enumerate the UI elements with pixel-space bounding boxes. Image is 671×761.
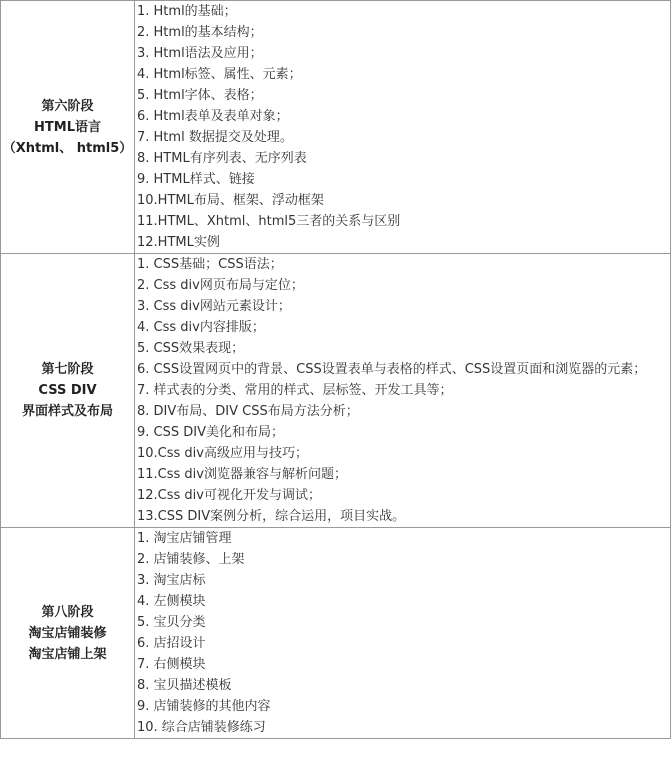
stage-title-line: 淘宝店铺装修 — [28, 625, 107, 641]
stage-title-cell — [1, 254, 135, 528]
stage-content-cell — [135, 1, 671, 254]
list-item: 8. HTML有序列表、无序列表 — [137, 151, 307, 166]
list-item: 1. 淘宝店铺管理 — [137, 531, 232, 546]
list-item: 6. Html表单及表单对象； — [137, 109, 289, 124]
list-item: 13.CSS DIV案例分析，综合运用，项目实战。 — [137, 509, 406, 524]
list-item: 5. CSS效果表现； — [137, 341, 245, 356]
list-item: 8. DIV布局、DIV CSS布局方法分析； — [137, 404, 359, 419]
list-item: 1. CSS基础；CSS语法； — [137, 257, 283, 272]
list-item: 2. Html的基本结构； — [137, 25, 263, 40]
list-item: 5. 宝贝分类 — [137, 615, 206, 630]
list-item: 7. 右侧模块 — [137, 657, 206, 672]
stage-content-cell — [135, 254, 671, 528]
list-item: 11.Css div浏览器兼容与解析问题； — [137, 467, 347, 482]
list-item: 4. Css div内容排版； — [137, 320, 265, 335]
list-item: 10.Css div高级应用与技巧； — [137, 446, 308, 461]
stage-row — [1, 1, 671, 254]
stage-title-line: 第八阶段 — [41, 604, 94, 620]
list-item: 1. Html的基础； — [137, 4, 237, 19]
stage-row — [1, 254, 671, 528]
list-item: 4. Html标签、属性、元素； — [137, 67, 302, 82]
list-item: 3. Html语法及应用； — [137, 46, 263, 61]
list-item: 7. Html 数据提交及处理。 — [137, 130, 293, 145]
list-item: 2. Css div网页布局与定位； — [137, 278, 304, 293]
stage-title-line: 第七阶段 — [41, 362, 94, 377]
list-item: 9. HTML样式、链接 — [137, 172, 255, 187]
list-item: 4. 左侧模块 — [137, 594, 206, 609]
list-item: 9. 店铺装修的其他内容 — [137, 699, 271, 714]
list-item: 10.HTML布局、框架、浮动框架 — [137, 193, 324, 208]
stage-title-line: 淘宝店铺上架 — [28, 646, 107, 662]
list-item: 3. Css div网站元素设计； — [137, 299, 291, 314]
list-item: 2. 店铺装修、上架 — [137, 552, 245, 567]
stage-row — [1, 528, 671, 739]
stage-title-line: HTML语言 — [34, 119, 101, 135]
stage-title-line: （Xhtml、 html5） — [2, 140, 133, 156]
stage-title-line: 第六阶段 — [41, 98, 94, 114]
list-item: 7. 样式表的分类、常用的样式、层标签、开发工具等； — [137, 383, 453, 398]
stage-title-line: CSS DIV — [38, 383, 97, 398]
list-item: 11.HTML、Xhtml、html5三者的关系与区别 — [137, 214, 401, 229]
list-item: 12.Css div可视化开发与调试； — [137, 488, 321, 503]
list-item: 6. CSS设置网页中的背景、CSS设置表单与表格的样式、CSS设置页面和浏览器的元素； — [137, 362, 647, 377]
list-item: 3. 淘宝店标 — [137, 573, 206, 588]
list-item: 12.HTML实例 — [137, 235, 220, 250]
stage-content-cell — [135, 528, 671, 739]
list-item: 10. 综合店铺装修练习 — [137, 720, 266, 735]
stage-title-line: 界面样式及布局 — [21, 404, 113, 419]
stage-title-cell — [1, 528, 135, 739]
list-item: 5. Html字体、表格； — [137, 88, 263, 103]
list-item: 8. 宝贝描述模板 — [137, 678, 232, 693]
list-item: 9. CSS DIV美化和布局； — [137, 425, 284, 440]
stage-title-cell — [1, 1, 135, 254]
list-item: 6. 店招设计 — [137, 636, 206, 651]
